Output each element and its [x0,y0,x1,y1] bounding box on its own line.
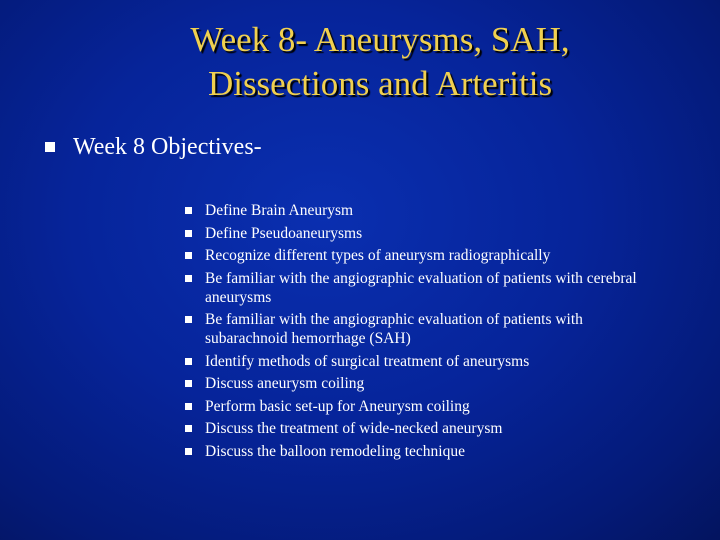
objective-item [185,419,645,438]
square-bullet-icon [185,316,192,323]
objective-item [185,224,645,243]
objective-item [185,374,645,393]
objective-item [185,201,645,220]
objective-text: Be familiar with the angiographic evaluation of patients with cerebral aneurysms [205,269,637,306]
objective-text: Discuss the treatment of wide-necked aneurysm [205,420,503,437]
square-bullet-icon [185,403,192,410]
objective-text: Be familiar with the angiographic evaluation of patients with subarachnoid hemorrhage (SAH) [205,311,583,347]
objective-text: Define Pseudoaneurysms [205,224,363,242]
objective-text: Define Brain Aneurysm [205,202,354,219]
square-bullet-icon [185,207,192,214]
objective-item [185,310,645,348]
objectives-heading: Week 8 Objectives- [73,134,262,160]
square-bullet-icon [185,358,192,365]
objectives-list [185,201,645,464]
objective-text: Identify methods of surgical treatment of aneurysms [205,352,530,370]
square-bullet-icon [45,142,55,152]
square-bullet-icon [185,230,192,237]
objective-item [185,269,645,307]
slide-title [40,18,720,106]
objective-item [185,352,645,371]
square-bullet-icon [185,425,192,432]
objective-item [185,442,645,461]
objective-text: Perform basic set-up for Aneurysm coiling [205,397,470,415]
objective-text: Discuss the balloon remodeling technique [205,442,465,460]
objective-item [185,397,645,416]
square-bullet-icon [185,275,192,282]
slide-title-line-1: Week 8- Aneurysms, SAH, [190,20,570,59]
square-bullet-icon [185,380,192,387]
objective-text: Discuss aneurysm coiling [205,375,365,392]
square-bullet-icon [185,252,192,259]
objective-item [185,246,645,265]
objective-text: Recognize different types of aneurysm radiographically [205,247,551,264]
slide-title-line-2: Dissections and Arteritis [207,64,553,103]
square-bullet-icon [185,448,192,455]
